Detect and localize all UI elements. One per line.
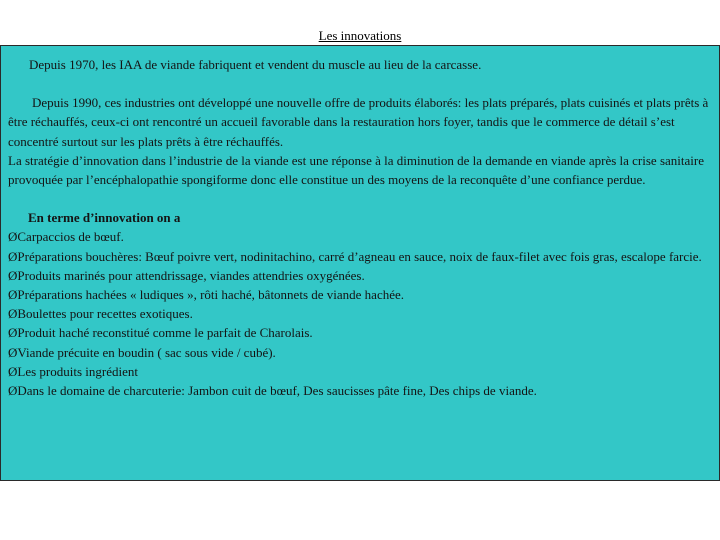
intro-paragraph-1: Depuis 1970, les IAA de viande fabriquent et vendent du muscle au lieu de la carcasse. [29, 57, 482, 72]
list-item [8, 247, 716, 266]
arrow-bullet-icon: Ø [8, 383, 18, 399]
list-item-text: Produits marinés pour attendrissage, viandes attendries oxygénées. [17, 267, 365, 283]
list-item-text: Carpaccios de bœuf. [17, 229, 124, 245]
list-item [8, 323, 716, 342]
arrow-bullet-icon: Ø [8, 229, 18, 245]
arrow-bullet-icon: Ø [8, 248, 18, 264]
arrow-bullet-icon: Ø [8, 363, 18, 379]
list-item [8, 343, 716, 362]
arrow-bullet-icon: Ø [8, 306, 18, 322]
list-item-text: Les produits ingrédient [17, 363, 138, 379]
arrow-bullet-icon: Ø [8, 325, 18, 341]
list-item-text: Viande précuite en boudin ( sac sous vide / cubé). [17, 344, 276, 360]
list-item-text: Dans le domaine de charcuterie: Jambon cuit de bœuf, Des saucisses pâte fine, Des chips de viande. [17, 383, 537, 399]
list-item [8, 362, 716, 381]
list-item [8, 266, 716, 285]
intro-paragraph-3: La stratégie d’innovation dans l’industrie de la viande est une réponse à la diminution de la demande en viande après la crise sanitaire provoquée par l’encéphalopathie spongiforme donc elle constitue un des moyens de la reconquête d’une confiance perdue. [8, 152, 704, 188]
arrow-bullet-icon: Ø [8, 267, 18, 283]
innovations-heading: En terme d’innovation on a [28, 210, 181, 226]
intro-paragraph-2-text: Depuis 1990, ces industries ont développé une nouvelle offre de produits élaborés: les plats préparés, plats cuisinés et plats prêts à être réchauffés, ceux-ci ont rencontré un accueil favorable dans la restauration hors foyer, tandis que le commerce de détail s’est concentré surtout sur les plats prêts à être réchauffés. [8, 95, 709, 149]
arrow-bullet-icon: Ø [8, 287, 18, 303]
list-item [8, 285, 716, 304]
list-item-text: Produit haché reconstitué comme le parfait de Charolais. [17, 325, 313, 341]
arrow-bullet-icon: Ø [8, 344, 18, 360]
list-item-text: Préparations hachées « ludiques », rôti haché, bâtonnets de viande hachée. [17, 287, 405, 303]
list-item [8, 381, 716, 400]
list-item-text: Boulettes pour recettes exotiques. [17, 306, 193, 322]
list-item [8, 227, 716, 246]
paragraph-spacer [8, 74, 716, 93]
content-panel [0, 45, 720, 481]
paragraph-spacer [8, 189, 716, 208]
content-text [8, 55, 716, 400]
list-item [8, 304, 716, 323]
innovations-list [8, 227, 716, 400]
page-title: Les innovations [318, 28, 402, 43]
list-item-text: Préparations bouchères: Bœuf poivre vert, nodinitachino, carré d’agneau en sauce, noix de faux-filet avec fois gras, escalope farcie. [17, 248, 702, 264]
intro-paragraph-2 [8, 93, 716, 151]
